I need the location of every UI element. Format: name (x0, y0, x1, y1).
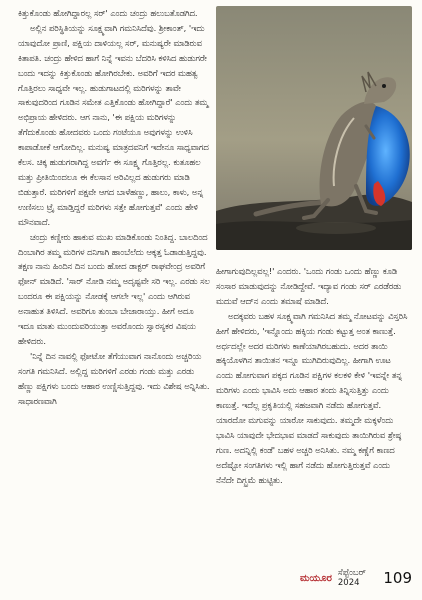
paragraph: ಕಿತ್ತುಕೊಂಡು ಹೋಗಿದ್ದಾರಲ್ಲ ಸರ್' ಎಂದು ಚಂದ್ರು ಹಲುಬತೊಡಗಿದ. (18, 8, 198, 18)
article-left-column (18, 6, 211, 408)
page-number: 109 (383, 569, 412, 587)
paragraph: ಅಲ್ಲಿನ ಪರಿಸ್ಥಿತಿಯನ್ನು ಸೂಕ್ಷ್ಮವಾಗಿ ಗಮನಿಸಿದೆವು. ಶ್ರೀಕಾಂತ್, 'ಇದು ಯಾವುದೋ ಪ್ರಾಣಿ, ಪಕ್ಷಿಯ ದಾಳಿಯಲ್ಲ ಸರ್, ಮನುಷ್ಯರೇ ಮಾಡಿರುವ ಕಿತಾಪತಿ. ಚಂದ್ರು ಹೇಳಿದ ಹಾಗೆ ನಿನ್ನೆ ಇವನು ಬೆದರಿಸಿ ಕಳಿಸಿದ ಹುಡುಗರೇ ಬಂದು ಇದನ್ನು ಕಿತ್ತುಕೊಂಡು ಹೋಗಿರಬೇಕು. ಅವರಿಗೆ ಇದರ ಮಹತ್ವ ಗೊತ್ತಿರಲು ಸಾಧ್ಯವೇ ಇಲ್ಲ. ಹುಡುಗಾಟದಲ್ಲಿ ಮರಿಗಳನ್ನು ತಾವೇ ಸಾಕುವುದರಿಂದ ಗೂಡಿನ ಸಮೇತ ಎತ್ತಿಕೊಂಡು ಹೋಗಿದ್ದಾರೆ' ಎಂದು ತಮ್ಮ ಅಭಿಪ್ರಾಯ ಹೇಳಿದರು. ಆಗ ನಾನು, 'ಈ ಪಕ್ಷಿಯ ಮರಿಗಳನ್ನು ತೆಗೆದುಕೊಂಡು ಹೋದವರು ಒಂದು ಗಂಟೆಯೂ ಅವುಗಳನ್ನು ಉಳಿಸಿ ಕಾಪಾಡೋಕೆ ಆಗೋದಿಲ್ಲ. ಮನುಷ್ಯ ಮಾತ್ರದವನಿಗೆ ಇದೇನೂ ಸಾಧ್ಯವಾಗದ ಕೆಲಸ. ಚಿಕ್ಕ ಹುಡುಗರಾಗಿದ್ದ ಅವರ್ಗೆ ಈ ಸೂಕ್ಷ್ಮ ಗೊತ್ತಿರಲ್ಲ. ಕುತೂಹಲ ಮತ್ತು ಪ್ರೀತಿಯಿಂದಲೂ ಈ ಕೆಲಸಾನ ಅರಿವಿಲ್ಲದ ಹುಡುಗರು ಮಾಡಿ ಬಿಡುತ್ತಾರೆ. ಮರಿಗಳಿಗೆ ಪಕ್ಷವೇ ಆಗದ ಬಾಳೆಹಣ್ಣು, ಹಾಲು, ಕಾಳು, ಅನ್ನ ಉಣಿಸಲು ಟ್ರೈ ಮಾಡ್ತಿದ್ದರೆ ಮರಿಗಳು ಸತ್ತೇ ಹೋಗುತ್ತವೆ' ಎಂದು ಹೇಳಿ ಮೌನವಾದೆ. (18, 22, 209, 227)
paragraph: ಚಂದ್ರು ಕಣ್ಣೀರು ಹಾಕುವ ಮುಖ ಮಾಡಿಕೊಂಡು ನಿಂತಿದ್ದ. ಬಾಲದಿಂದ ದಿಂಬಾಗಿರ ತಮ್ಮ ಮರಿಗಳ ದನಿಗಾಗಿ ಹಾಂಬೆಲೆದು ಆಕ್ಕತ್ತ ಓಡಾಡುತ್ತಿದ್ದವು. ತಕ್ಷಣ ನಾನು ಹಿಂದಿನ ದಿನ ಬಂದು ಹೋದ ಡಾಕ್ಟರ್ ರಾಘವೇಂದ್ರ ಅವರಿಗೆ ಫೋನ್ ಮಾಡಿದೆ. 'ಸಾರ್ ನೋಡಿ ನಮ್ಮ ಅದೃಷ್ಟವೇ ಸರಿ ಇಲ್ಲ. ಎರಡು ಸಲ ಬಂದರೂ ಈ ಪಕ್ಷಿಯನ್ನು ನೋಡಕ್ಕೆ ಆಗಲೇ ಇಲ್ಲ' ಎಂದು ಆಗಿರುವ ಅನಾಹುತ ತಿಳಿಸಿದೆ. ಅವರಿಗೂ ತುಂಬಾ ಬೇಜಾರಾಯ್ತು. ಹೀಗೆ ಅದೂ ಇದೂ ಮಾತು ಮುಂದುವರಿಯುತ್ತಾ ಅವರೊಂದು ಸ್ವಾರಸ್ಯಕರ ವಿಷಯ ಹೇಳಿದರು. (18, 231, 210, 346)
fan-throated-lizard-icon (216, 6, 412, 250)
magazine-logo: ಮಯೂರ (300, 572, 332, 584)
paragraph: ಅದಕ್ಕವರು ಬಹಳ ಸೂಕ್ಷ್ಮವಾಗಿ ಗಮನಿಸಿದ ತಮ್ಮ ನೋಟವನ್ನು ವಿಸ್ತರಿಸಿ ಹೀಗೆ ಹೇಳಿದರು, 'ಇನ್ನೊಂದು ಹಕ್ಕಿಯ ಗಂಡು ಕಟ್ಟುತ್ತ ಅಂತ ಕಾಣುತ್ತೆ. ಅರ್ಧದಲ್ಲೇ ಅದರ ಮರಿಗಳು ಕಾಣೆಯಾಗಿರಬಹುದು. ಅದರ ತಾಯಿ ಹಕ್ಕಿಯೊಳಗಿನ ತಾಯಿತನ ಇನ್ನೂ ಮುಗಿದಿರುವುದಿಲ್ಲ. ಹೀಗಾಗಿ ಊಟ ಎಂದು ಹೋಗುವಾಗ ಪಕ್ಕದ ಗೂಡಿನ ಪಕ್ಷಿಗಳ ಕಲಕಳಿ ಕೇಳಿ 'ಇವನ್ನೇ ತನ್ನ ಮರಿಗಳು ಎಂದು ಭಾವಿಸಿ ಅದು ಆಹಾರ ತಂದು ತಿನ್ನಿಸುತ್ತಿತ್ತು ಎಂದು ಕಾಣುತ್ತೆ. ಇದೆಲ್ಲ ಪ್ರಕೃತಿಯಲ್ಲಿ ಸಹಜವಾಗಿ ನಡೆದು ಹೋಗುತ್ತವೆ. ಯಾರದೋ ಮಗುವನ್ನು ಯಾರೋ ಸಾಕುವುದು. ತಮ್ಮದೇ ಮಕ್ಕಳೆಂದು ಭಾವಿಸಿ ಯಾವುದೇ ಭೇದಭಾವ ಮಾಡದೆ ಸಾಕುವುದು ತಾಯಿಗಿರುವ ಶ್ರೇಷ್ಠ ಗುಣ. ಅದನ್ನಿಲ್ಲಿ ಕಂಡೆ' ಬಹಳ ಅಚ್ಚರಿ ಅನಿಸಿತು. ನಮ್ಮ ಕಣ್ಣೆಗೆ ಕಾಣದ ಅದೆಷ್ಟೋ ಸಂಗತಿಗಳು ಇಲ್ಲಿ ಹಾಗೆ ನಡೆದು ಹೋಗುತ್ತಿರುತ್ತವೆ ಎಂದು ನೆನೆದೇ ದಿಗ್ಭ್ರಮೆ ಹುಟ್ಟಿತು. (216, 310, 408, 485)
paragraph: 'ನಿನ್ನೆ ದಿನ ನಾವಲ್ಲಿ ಫೋಟೋ ತೆಗೆಯುವಾಗ ನಾನೊಂದು ಅಚ್ಚರಿಯ ಸಂಗತಿ ಗಮನಿಸಿದೆ. ಅಲ್ಲಿದ್ದ ಮರಿಗಳಿಗೆ ಎರಡು ಗಂಡು ಮತ್ತು ಎರಡು ಹೆಣ್ಣು ಪಕ್ಷಿಗಳು ಬಂದು ಆಹಾರ ಉಣ್ಣಿಸುತ್ತಿದ್ದವು. ಇದು ವಿಶೇಷ ಅನ್ನಿಸಿತು. ಸಾಧಾರಣವಾಗಿ (18, 350, 210, 406)
page-footer (300, 568, 412, 588)
paragraph: ಹೀಗಾಗುವುದಿಲ್ಲವಲ್ಲ!' ಎಂದರು. 'ಒಂದು ಗಂಡು ಒಂದು ಹೆಣ್ಣು ಕೂಡಿ ಸಂಸಾರ ಮಾಡುವುದನ್ನು ನೋಡಿದ್ದೇವೆ. ಇದ್ಯಾವ ಗಂಡು ಸರ್ ಎರಡೆರಡು ಮದುವೆ ಆದ್‌ನ ಎಂದು ತಮಾಷೆ ಮಾಡಿದೆ. (216, 266, 402, 306)
issue-date: ಸೆಪ್ಟೆಂಬರ್ 2024 (337, 568, 366, 588)
article-right-column (216, 264, 410, 488)
lizard-photo (216, 6, 412, 250)
